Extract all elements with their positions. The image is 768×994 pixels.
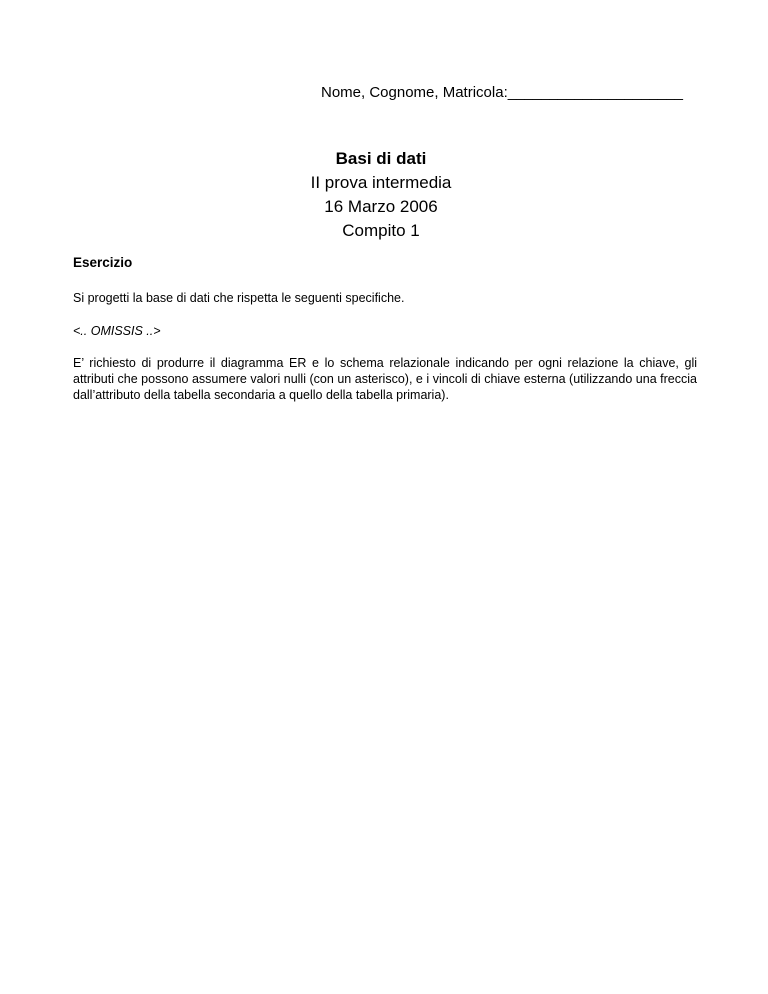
omitted-placeholder: <.. OMISSIS ..> bbox=[73, 324, 161, 338]
exam-variant: Compito 1 bbox=[342, 221, 420, 240]
title-block bbox=[0, 147, 762, 243]
course-title: Basi di dati bbox=[335, 149, 427, 168]
exam-title: II prova intermedia bbox=[310, 173, 452, 192]
exam-date: 16 Marzo 2006 bbox=[324, 197, 438, 216]
exercise-instructions: E’ richiesto di produrre il diagramma ER e lo schema relazionale indicando per ogni relazione la chiave, gli attributi che possono assumere valori nulli (con un asterisco), e i vincoli di chiave esterna (utilizzando una freccia dall’attributo della tabella secondaria a quello della tabella primaria). bbox=[73, 356, 697, 402]
exercise-heading: Esercizio bbox=[73, 255, 133, 270]
student-info-line: Nome, Cognome, Matricola:_____________________ bbox=[321, 84, 683, 101]
exercise-intro: Si progetti la base di dati che rispetta le seguenti specifiche. bbox=[73, 291, 405, 305]
